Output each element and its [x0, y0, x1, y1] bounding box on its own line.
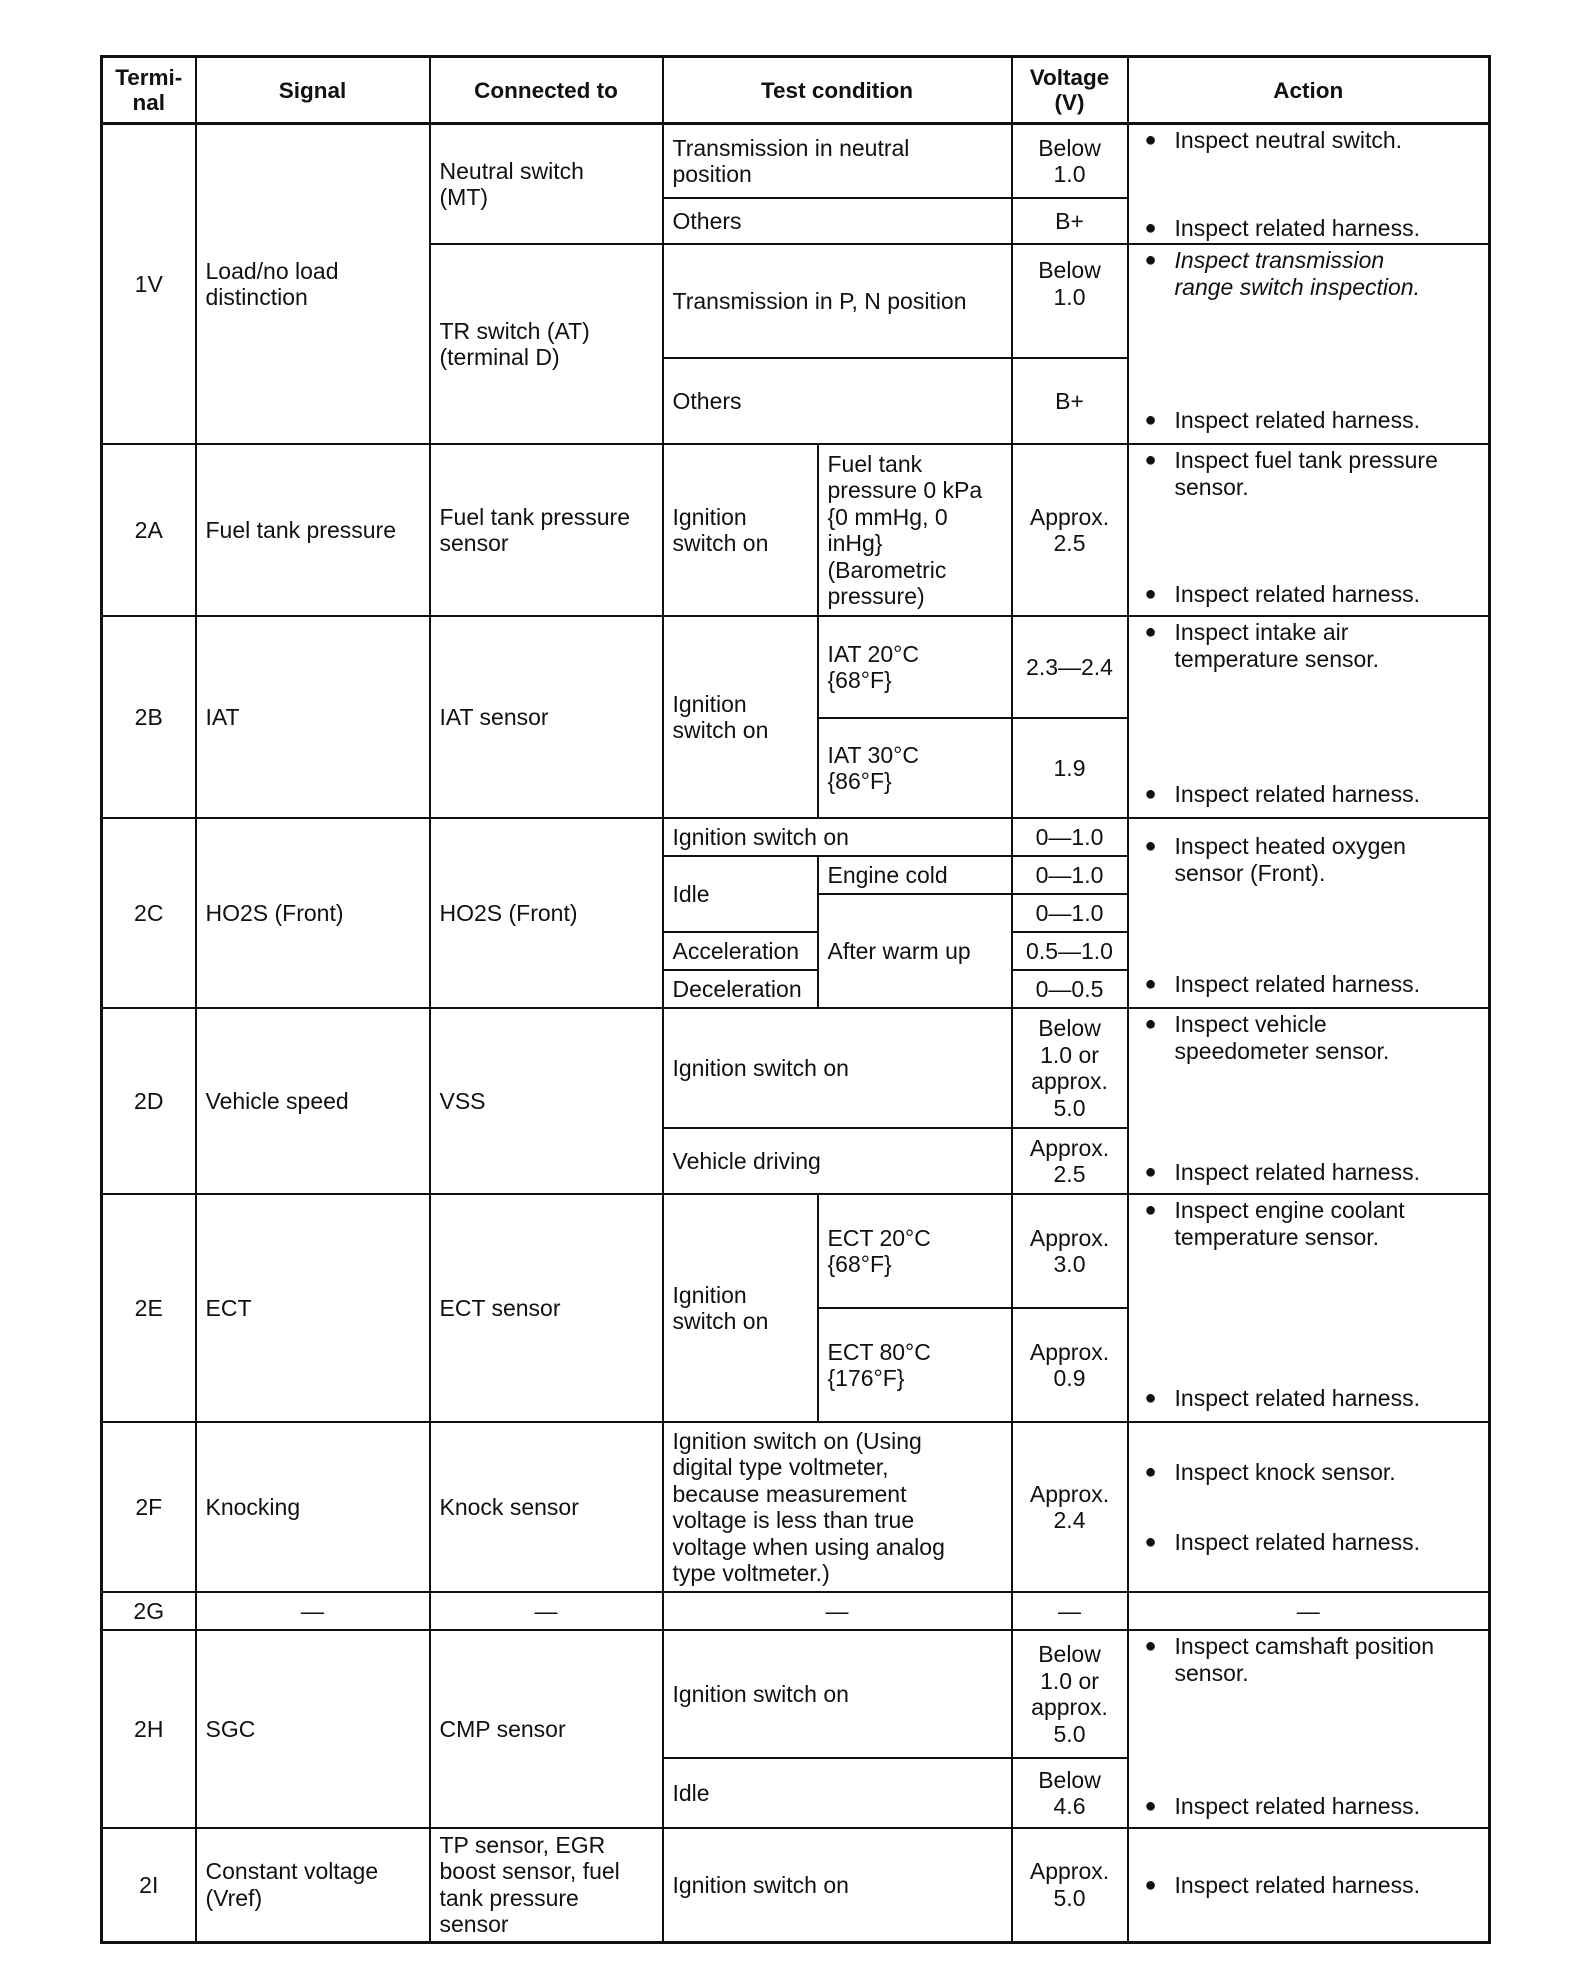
bullet-icon: ●: [1144, 582, 1157, 605]
connected-2f: Knock sensor: [430, 1422, 663, 1592]
action-2e: [1128, 1194, 1490, 1422]
terminal-voltage-table: [100, 55, 1491, 1944]
bullet-icon: ●: [1144, 249, 1157, 271]
action-2b: [1128, 616, 1490, 818]
condition-1v-others1: Others: [663, 198, 1012, 244]
voltage-2b-1: 2.3—2.4: [1012, 616, 1128, 718]
action-2g: —: [1128, 1592, 1490, 1630]
connected-1v-mt: Neutral switch (MT): [430, 124, 663, 245]
signal-2g: —: [196, 1592, 430, 1630]
action-item: ● Inspect fuel tank pressure sensor.: [1144, 447, 1438, 500]
connected-2g: —: [430, 1592, 663, 1630]
voltage-2c-cold: 0—1.0: [1012, 856, 1128, 894]
table-row: [102, 1630, 1490, 1758]
connected-2b: IAT sensor: [430, 616, 663, 818]
bullet-icon: ●: [1144, 1013, 1157, 1035]
bullet-icon: ●: [1144, 1461, 1157, 1483]
action-2d: [1128, 1008, 1490, 1194]
action-item: ● Inspect knock sensor.: [1144, 1459, 1396, 1485]
condition-1v-pn: Transmission in P, N position: [663, 244, 1012, 358]
connected-2i: TP sensor, EGR boost sensor, fuel tank pressure sensor: [430, 1828, 663, 1942]
action-item: ● Inspect transmission range switch inspection.: [1144, 247, 1420, 300]
bullet-icon: ●: [1144, 1199, 1157, 1221]
condition-2c-decel: Deceleration: [663, 970, 818, 1008]
connected-1v-at: TR switch (AT) (terminal D): [430, 244, 663, 444]
action-item: ● Inspect neutral switch.: [1144, 127, 1403, 153]
action-1v-mt: [1128, 124, 1490, 245]
bullet-icon: ●: [1144, 782, 1157, 805]
voltage-2d-2: Approx. 2.5: [1012, 1128, 1128, 1194]
action-item: ● Inspect related harness.: [1144, 406, 1420, 433]
bullet-icon: ●: [1144, 1635, 1157, 1657]
condition-2a-sub: Fuel tank pressure 0 kPa {0 mmHg, 0 inHg} (Barometric pressure): [818, 444, 1012, 616]
action-item: ● Inspect related harness.: [1144, 1158, 1420, 1185]
bullet-icon: ●: [1144, 216, 1157, 239]
condition-2h-2: Idle: [663, 1758, 1012, 1828]
terminal-2b: 2B: [102, 616, 196, 818]
action-item: ● Inspect related harness.: [1144, 1528, 1420, 1555]
voltage-2b-2: 1.9: [1012, 718, 1128, 818]
condition-2c-cold: Engine cold: [818, 856, 1012, 894]
action-item: ● Inspect related harness.: [1144, 1871, 1420, 1898]
terminal-1v: 1V: [102, 124, 196, 445]
voltage-2f: Approx. 2.4: [1012, 1422, 1128, 1592]
action-item: ● Inspect related harness.: [1144, 780, 1420, 807]
voltage-1v-neutral: Below 1.0: [1012, 124, 1128, 199]
condition-2e-sub1: ECT 20°C {68°F}: [818, 1194, 1012, 1308]
signal-2b: IAT: [196, 616, 430, 818]
connected-2c: HO2S (Front): [430, 818, 663, 1008]
condition-2h-1: Ignition switch on: [663, 1630, 1012, 1758]
bullet-icon: ●: [1144, 1386, 1157, 1409]
table-row: [102, 124, 1490, 199]
voltage-2e-2: Approx. 0.9: [1012, 1308, 1128, 1422]
action-item: ● Inspect camshaft position sensor.: [1144, 1633, 1435, 1686]
voltage-1v-pn: Below 1.0: [1012, 244, 1128, 358]
action-item: ● Inspect engine coolant temperature sensor.: [1144, 1197, 1405, 1250]
condition-2e-main: Ignition switch on: [663, 1194, 818, 1422]
signal-2c: HO2S (Front): [196, 818, 430, 1008]
terminal-2c: 2C: [102, 818, 196, 1008]
condition-2i: Ignition switch on: [663, 1828, 1012, 1942]
condition-2c-idle: Idle: [663, 856, 818, 932]
terminal-2a: 2A: [102, 444, 196, 616]
condition-2c-accel: Acceleration: [663, 932, 818, 970]
voltage-2h-2: Below 4.6: [1012, 1758, 1128, 1828]
bullet-icon: ●: [1144, 408, 1157, 431]
action-1v-at: [1128, 244, 1490, 444]
condition-1v-others2: Others: [663, 358, 1012, 444]
table-row: [102, 1592, 1490, 1630]
terminal-2g: 2G: [102, 1592, 196, 1630]
voltage-2d-1: Below 1.0 or approx. 5.0: [1012, 1008, 1128, 1128]
voltage-1v-others2: B+: [1012, 358, 1128, 444]
header-voltage: Voltage (V): [1012, 57, 1128, 124]
header-connected-to: Connected to: [430, 57, 663, 124]
condition-2b-sub1: IAT 20°C {68°F}: [818, 616, 1012, 718]
action-item: ● Inspect vehicle speedometer sensor.: [1144, 1011, 1390, 1064]
signal-2e: ECT: [196, 1194, 430, 1422]
action-2f: [1128, 1422, 1490, 1592]
connected-2e: ECT sensor: [430, 1194, 663, 1422]
bullet-icon: ●: [1144, 835, 1157, 857]
bullet-icon: ●: [1144, 449, 1157, 471]
header-terminal: Termi- nal: [102, 57, 196, 124]
header-test-condition: Test condition: [663, 57, 1012, 124]
condition-2a-main: Ignition switch on: [663, 444, 818, 616]
bullet-icon: ●: [1144, 621, 1157, 643]
voltage-1v-others1: B+: [1012, 198, 1128, 244]
condition-2d-1: Ignition switch on: [663, 1008, 1012, 1128]
condition-2e-sub2: ECT 80°C {176°F}: [818, 1308, 1012, 1422]
terminal-voltage-table-sheet: [100, 55, 1488, 1944]
voltage-2e-1: Approx. 3.0: [1012, 1194, 1128, 1308]
condition-2g: —: [663, 1592, 1012, 1630]
voltage-2c-ign: 0—1.0: [1012, 818, 1128, 856]
condition-2b-sub2: IAT 30°C {86°F}: [818, 718, 1012, 818]
condition-2c-ign: Ignition switch on: [663, 818, 1012, 856]
table-row: [102, 1194, 1490, 1308]
terminal-2d: 2D: [102, 1008, 196, 1194]
terminal-2h: 2H: [102, 1630, 196, 1828]
action-2i: [1128, 1828, 1490, 1942]
voltage-2a: Approx. 2.5: [1012, 444, 1128, 616]
bullet-icon: ●: [1144, 1794, 1157, 1817]
condition-1v-neutral: Transmission in neutral position: [663, 124, 1012, 199]
table-row: [102, 1008, 1490, 1128]
bullet-icon: ●: [1144, 1530, 1157, 1553]
table-row: [102, 1828, 1490, 1942]
voltage-2h-1: Below 1.0 or approx. 5.0: [1012, 1630, 1128, 1758]
table-row: [102, 1422, 1490, 1592]
signal-1v: Load/no load distinction: [196, 124, 430, 445]
header-signal: Signal: [196, 57, 430, 124]
terminal-2i: 2I: [102, 1828, 196, 1942]
voltage-2g: —: [1012, 1592, 1128, 1630]
signal-2a: Fuel tank pressure: [196, 444, 430, 616]
voltage-2i: Approx. 5.0: [1012, 1828, 1128, 1942]
signal-2f: Knocking: [196, 1422, 430, 1592]
header-row: [102, 57, 1490, 124]
action-item: ● Inspect related harness.: [1144, 1792, 1420, 1819]
condition-2c-warm: After warm up: [818, 894, 1012, 1008]
bullet-icon: ●: [1144, 1873, 1157, 1896]
header-action: Action: [1128, 57, 1490, 124]
action-item: ● Inspect intake air temperature sensor.: [1144, 619, 1380, 672]
action-item: ● Inspect related harness.: [1144, 970, 1420, 997]
table-row: [102, 616, 1490, 718]
bullet-icon: ●: [1144, 972, 1157, 995]
bullet-icon: ●: [1144, 1160, 1157, 1183]
action-2h: [1128, 1630, 1490, 1828]
condition-2b-main: Ignition switch on: [663, 616, 818, 818]
signal-2i: Constant voltage (Vref): [196, 1828, 430, 1942]
action-2a: [1128, 444, 1490, 616]
connected-2h: CMP sensor: [430, 1630, 663, 1828]
voltage-2c-decel: 0—0.5: [1012, 970, 1128, 1008]
voltage-2c-accel: 0.5—1.0: [1012, 932, 1128, 970]
bullet-icon: ●: [1144, 129, 1157, 151]
condition-2f: Ignition switch on (Using digital type voltmeter, because measurement voltage is less than true voltage when using analog type voltmeter.): [663, 1422, 1012, 1592]
signal-2h: SGC: [196, 1630, 430, 1828]
action-item: ● Inspect related harness.: [1144, 580, 1420, 607]
terminal-2f: 2F: [102, 1422, 196, 1592]
table-row: [102, 444, 1490, 616]
table-row: [102, 818, 1490, 856]
action-2c: [1128, 818, 1490, 1008]
action-item: ● Inspect heated oxygen sensor (Front).: [1144, 833, 1406, 886]
connected-2d: VSS: [430, 1008, 663, 1194]
terminal-2e: 2E: [102, 1194, 196, 1422]
action-item: ● Inspect related harness.: [1144, 214, 1420, 241]
signal-2d: Vehicle speed: [196, 1008, 430, 1194]
voltage-2c-warm-idle: 0—1.0: [1012, 894, 1128, 932]
action-item: ● Inspect related harness.: [1144, 1384, 1420, 1411]
connected-2a: Fuel tank pressure sensor: [430, 444, 663, 616]
condition-2d-2: Vehicle driving: [663, 1128, 1012, 1194]
